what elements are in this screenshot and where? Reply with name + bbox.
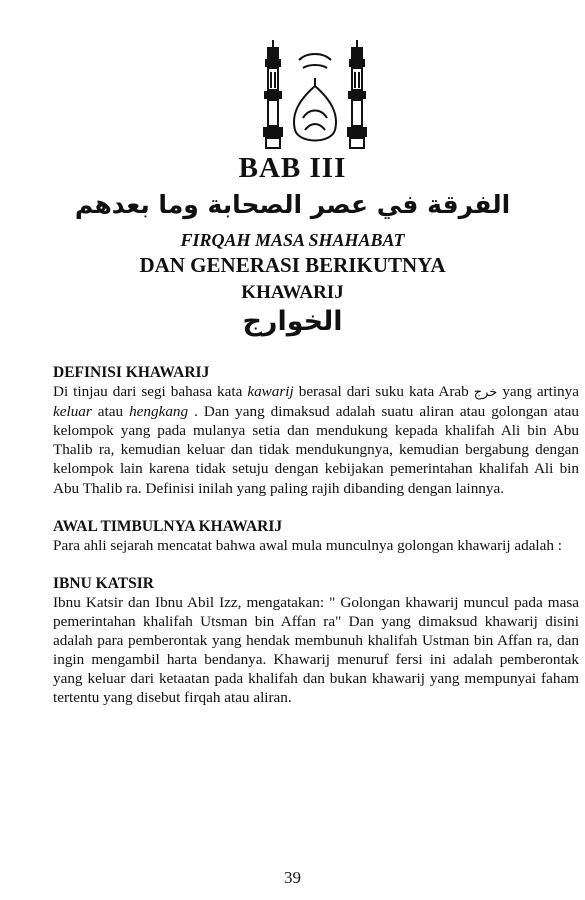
subtitle-firqah: FIRQAH MASA SHAHABAT — [180, 230, 405, 250]
ibnu-katsir-paragraph: Ibnu Katsir dan Ibnu Abil Izz, mengatakan: " Golongan khawarij muncul pada masa pemerintahan khalifah Utsman bin Affan ra" Dan yang dimaksud khawarij disini adalah para pemberontak yang hendak membunuh khalifah Ustman bin Affan ra, dan ingin mengambil harta bendanya. Khawarij menuruf fersi ini adalah pemberontak yang keluar dari ketaatan pada khalifah dan bukan khawarij yang mempunyai faham tertentu yang disebut firqah atau aliran. — [53, 593, 579, 707]
awal-paragraph: Para ahli sejarah mencatat bahwa awal mula munculnya golongan khawarij adalah : — [53, 536, 563, 554]
section-heading-definisi: DEFINISI KHAWARIJ — [53, 364, 210, 381]
body-text — [53, 363, 579, 708]
subtitle-generasi: DAN GENERASI BERIKUTNYA — [139, 253, 446, 277]
subtitle-khawarij: KHAWARIJ — [241, 282, 344, 303]
section-heading-ibnu-katsir: IBNU KATSIR — [53, 574, 154, 592]
section-heading-awal: AWAL TIMBULNYA KHAWARIJ — [53, 517, 283, 535]
page-number: 39 — [284, 868, 301, 887]
text-run: yang artinya — [497, 383, 579, 401]
text-run: Di tinjau dari segi bahasa kata — [53, 383, 248, 401]
definisi-paragraph — [53, 382, 579, 498]
arabic-word-kharaja: خرج — [473, 385, 498, 401]
text-run: atau — [91, 403, 130, 421]
term-hengkang: hengkang — [129, 403, 189, 421]
text-run: . Dan yang dimaksud adalah suatu aliran atau golongan atau kelompok yang pada mulanya setia dan mendukung kepada khalifah Ali bin Abu Thalib ra, kemudian keluar dan tidak mendukungnya, kemudian bergabung dengan kelompok lain karena tidak setuju dengan kebijakan pemerintahan khalifah Ali bin Abu Thalib ra. Definisi inilah yang paling rajih dibanding dengan lainnya. — [53, 403, 579, 497]
mosque-calligraphy-ornament — [255, 38, 375, 150]
chapter-title: BAB III — [238, 152, 347, 184]
arabic-chapter-title: الفرقة في عصر الصحابة وما بعدهم — [74, 190, 511, 219]
term-keluar: keluar — [53, 403, 92, 421]
text-run: berasal dari suku kata Arab — [293, 383, 474, 401]
arabic-khawarij-title: الخوارج — [242, 306, 343, 337]
term-kawarij: kawarij — [247, 383, 294, 401]
